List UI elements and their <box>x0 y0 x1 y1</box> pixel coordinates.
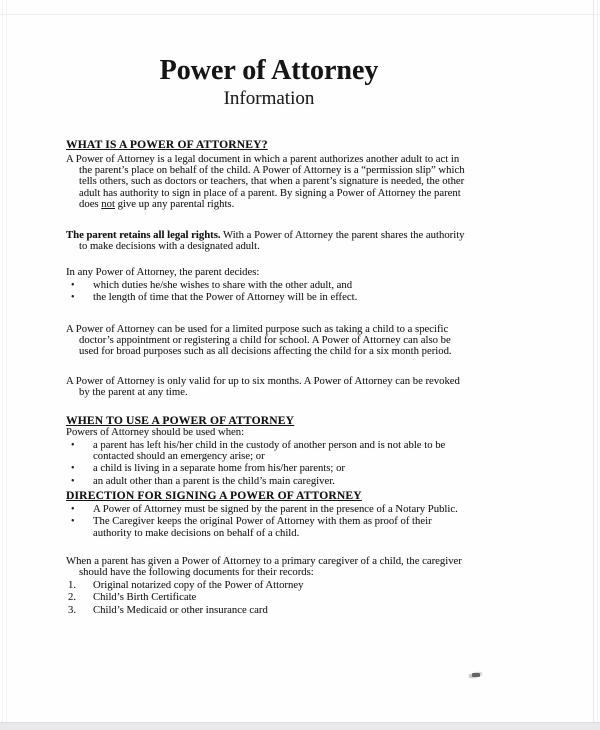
paragraph-text: give up any parental rights. <box>114 198 235 211</box>
list-item-text: which duties he/she wishes to share with the other adult, and <box>93 278 353 291</box>
bullet-icon: • <box>71 475 75 487</box>
page-edge-line <box>2 0 3 730</box>
paragraph-validity: A Power of Attorney is only valid for up to six months. A Power of Attorney can be revoked by the parent at any time. <box>66 374 460 399</box>
page-title: Power of Attorney <box>159 55 379 86</box>
bullet-icon: • <box>71 463 75 475</box>
paragraph-text: With a Power of Attorney the parent shares the authority to make decisions with a designated adult. <box>79 228 465 253</box>
list-item <box>66 476 472 487</box>
section-heading-what-is-poa: WHAT IS A POWER OF ATTORNEY? <box>66 138 268 152</box>
page-edge-line <box>0 14 600 15</box>
list-number: 2. <box>68 591 77 604</box>
list-item-text: Child’s Medicaid or other insurance card <box>93 603 268 616</box>
list-number: 1. <box>68 578 77 591</box>
records-numbered-list <box>66 580 472 616</box>
list-item-text: Child’s Birth Certificate <box>93 591 197 604</box>
paragraph-parent-retains-rights <box>66 230 472 253</box>
list-item <box>66 280 472 291</box>
list-item-text: a child is living in a separate home from his/her parents; or <box>93 462 345 475</box>
list-item <box>66 292 472 303</box>
bullet-icon: • <box>71 279 75 291</box>
list-item <box>66 592 472 603</box>
bold-lead-text: The parent retains all legal rights. <box>66 228 221 241</box>
list-item <box>66 463 472 474</box>
list-item-text: A Power of Attorney must be signed by the parent in the presence of a Notary Public. <box>93 502 458 515</box>
list-item <box>66 440 472 463</box>
paragraph-when-intro: Powers of Attorney should be used when: <box>66 426 245 439</box>
page-edge-line <box>593 0 594 730</box>
list-item-text: the length of time that the Power of Attorney will be in effect. <box>93 291 358 304</box>
bullet-icon: • <box>71 439 75 451</box>
scan-artifact <box>472 673 480 677</box>
bullet-icon: • <box>71 503 75 515</box>
list-item-text: an adult other than a parent is the child’s main caregiver. <box>93 474 335 487</box>
paragraph-records-intro: When a parent has given a Power of Attorney to a primary caregiver of a child, the caregiver should have the following documents for their records: <box>66 554 462 579</box>
list-item-text: a parent has left his/her child in the custody of another person and is not able to be contacted should an emergency arise; or <box>93 438 446 462</box>
paragraph-what-is-poa <box>66 154 472 211</box>
page-edge-line <box>6 0 7 730</box>
direction-list <box>66 504 472 539</box>
paragraph-parent-decides-intro: In any Power of Attorney, the parent decides: <box>66 266 260 279</box>
underlined-word-not: not <box>101 198 115 211</box>
page-edge-strip <box>0 722 600 730</box>
when-to-use-list <box>66 440 472 488</box>
section-heading-direction-signing: DIRECTION FOR SIGNING A POWER OF ATTORNEY <box>66 489 362 503</box>
list-item-text: The Caregiver keeps the original Power of Attorney with them as proof of their authority to make decisions on behalf of a child. <box>93 515 432 539</box>
paragraph-limited-purpose: A Power of Attorney can be used for a limited purpose such as taking a child to a specific doctor’s appointment or registering a child for school. A Power of Attorney can also be used for broad purposes such as all decisions affecting the child for a six month period. <box>66 322 452 358</box>
list-item-text: Original notarized copy of the Power of Attorney <box>93 578 304 591</box>
bullet-icon: • <box>71 516 75 528</box>
page-subtitle: Information <box>223 88 315 110</box>
parent-decides-list <box>66 280 472 304</box>
section-heading-when-to-use: WHEN TO USE A POWER OF ATTORNEY <box>66 413 295 427</box>
list-item <box>66 580 472 591</box>
list-item <box>66 516 472 539</box>
list-number: 3. <box>68 603 77 616</box>
list-item <box>66 605 472 616</box>
bullet-icon: • <box>71 292 75 304</box>
list-item <box>66 504 472 515</box>
document-content <box>66 56 472 616</box>
paragraph-text: A Power of Attorney is a legal document in which a parent authorizes another adult to act in the parent’s place on behalf of the child. A Power of Attorney is a “permission slip” which tells others, such as doctors or teachers, that when a parent’s signature is needed, the other adult has authority to sign in place of a parent. By signing a Power of Attorney the parent does <box>66 152 465 211</box>
page-edge-line <box>597 0 598 730</box>
